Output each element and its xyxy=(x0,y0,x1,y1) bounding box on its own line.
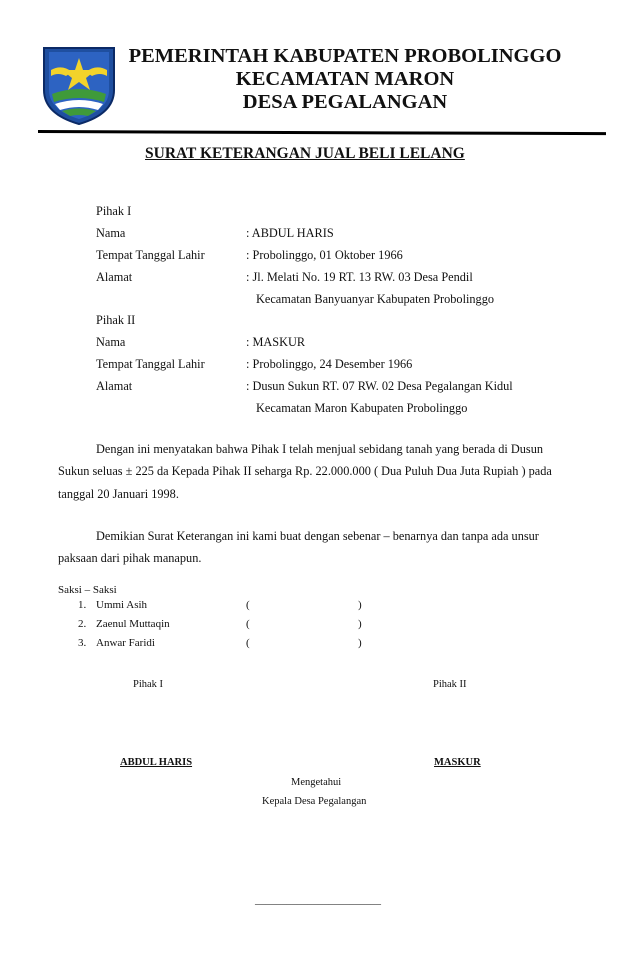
saksi-1-number: 1. xyxy=(78,599,87,611)
pihak2-ttl-label: Tempat Tanggal Lahir xyxy=(96,357,205,371)
signature-right-label: Pihak II xyxy=(433,679,467,690)
header-divider xyxy=(38,130,606,135)
saksi-3-close-paren: ) xyxy=(358,637,362,649)
header-line-3: DESA PEGALANGAN xyxy=(242,91,448,113)
pihak2-alamat-value-2: Kecamatan Maron Kabupaten Probolinggo xyxy=(256,401,468,415)
document-title: SURAT KETERANGAN JUAL BELI LELANG xyxy=(145,145,465,162)
pihak2-heading: Pihak II xyxy=(96,313,136,327)
pihak1-alamat-value: : Jl. Melati No. 19 RT. 13 RW. 03 Desa Pendil xyxy=(246,270,473,284)
header-line-1: PEMERINTAH KABUPATEN PROBOLINGGO xyxy=(128,45,562,67)
kepala-desa-label: Kepala Desa Pegalangan xyxy=(262,796,367,807)
signature-left-label: Pihak I xyxy=(133,679,164,690)
saksi-2-number: 2. xyxy=(78,618,87,630)
paragraph1-line2: Sukun seluas ± 225 da Kepada Pihak II seharga Rp. 22.000.000 ( Dua Puluh Dua Juta Rupiah ) pada xyxy=(58,464,552,478)
paragraph2-line2: paksaan dari pihak manapun. xyxy=(58,551,202,565)
pihak2-alamat-label: Alamat xyxy=(96,379,133,393)
pihak1-alamat-value-2: Kecamatan Banyuanyar Kabupaten Probolinggo xyxy=(256,292,495,306)
pihak1-ttl-value: : Probolinggo, 01 Oktober 1966 xyxy=(246,248,403,262)
kepala-desa-signature-line: ________________________ xyxy=(255,895,381,906)
kabupaten-emblem-icon xyxy=(38,44,120,126)
pihak2-alamat-value: : Dusun Sukun RT. 07 RW. 02 Desa Pegalangan Kidul xyxy=(246,379,513,393)
saksi-3-open-paren: ( xyxy=(246,637,250,649)
signature-right-name: MASKUR xyxy=(434,757,481,768)
saksi-1-open-paren: ( xyxy=(246,599,250,611)
saksi-1-name: Ummi Asih xyxy=(96,599,148,611)
pihak2-nama-value: : MASKUR xyxy=(246,335,306,349)
pihak2-ttl-value: : Probolinggo, 24 Desember 1966 xyxy=(246,357,413,371)
saksi-1-close-paren: ) xyxy=(358,599,362,611)
mengetahui-label: Mengetahui xyxy=(291,777,342,788)
saksi-2-close-paren: ) xyxy=(358,618,362,630)
pihak1-ttl-label: Tempat Tanggal Lahir xyxy=(96,248,205,262)
header-line-2: KECAMATAN MARON xyxy=(235,68,455,90)
saksi-2-open-paren: ( xyxy=(246,618,250,630)
paragraph2-line1: Demikian Surat Keterangan ini kami buat dengan sebenar – benarnya dan tanpa ada unsur xyxy=(96,529,539,543)
paragraph1-line3: tanggal 20 Januari 1998. xyxy=(58,487,179,501)
pihak1-alamat-label: Alamat xyxy=(96,270,133,284)
saksi-3-name: Anwar Faridi xyxy=(96,637,155,649)
pihak1-heading: Pihak I xyxy=(96,204,132,218)
saksi-2-name: Zaenul Muttaqin xyxy=(96,618,170,630)
paragraph1-line1: Dengan ini menyatakan bahwa Pihak I telah menjual sebidang tanah yang berada di Dusun xyxy=(96,442,543,456)
signature-left-name: ABDUL HARIS xyxy=(120,757,193,768)
pihak2-nama-label: Nama xyxy=(96,335,126,349)
saksi-heading: Saksi – Saksi xyxy=(58,584,117,596)
pihak1-nama-value: : ABDUL HARIS xyxy=(246,226,334,240)
pihak1-nama-label: Nama xyxy=(96,226,126,240)
saksi-3-number: 3. xyxy=(78,637,87,649)
